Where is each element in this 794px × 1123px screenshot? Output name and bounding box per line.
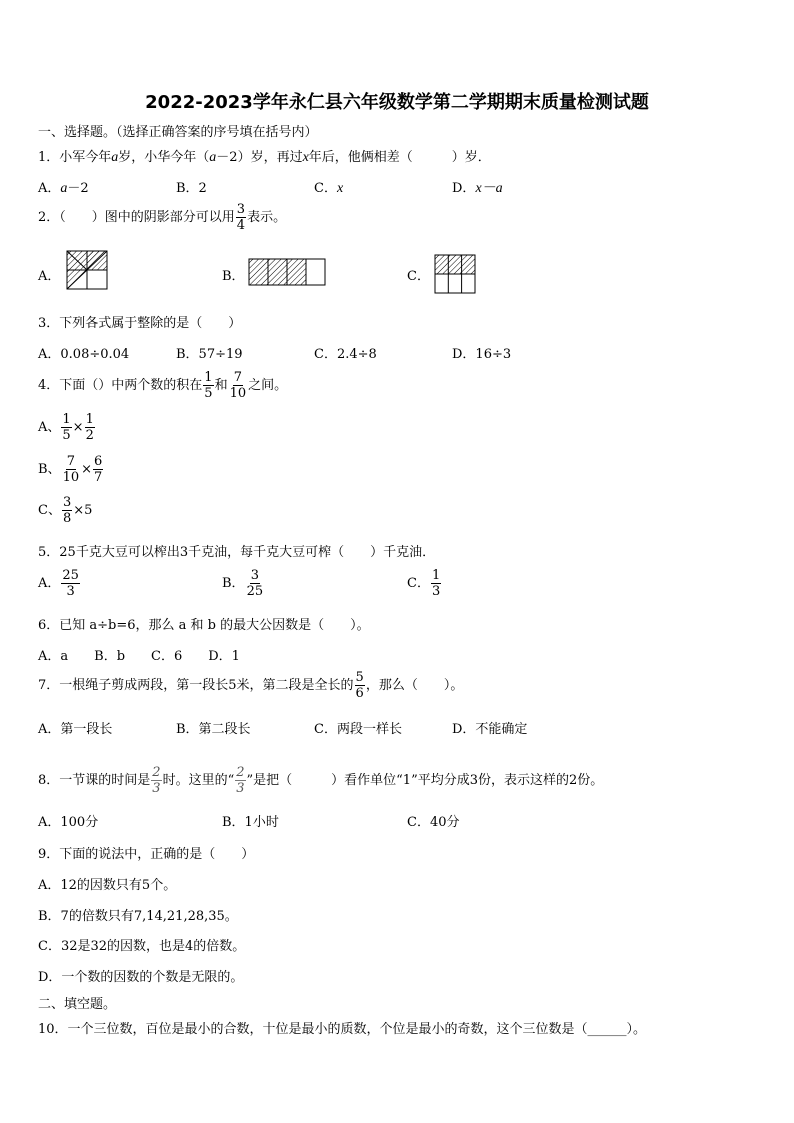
q3-option-d[interactable]: D．16÷3 <box>452 347 512 362</box>
fraction-2-3-a: $\frac{2}{3}$ <box>152 765 161 796</box>
page-title: 2022-2023学年永仁县六年级数学第二学期期末质量检测试题 <box>145 92 649 113</box>
q8-option-a[interactable]: A．100分 <box>38 815 99 830</box>
q5-option-c[interactable]: C． $\frac{1}{3}$ <box>407 568 441 599</box>
q2-option-c[interactable]: C． <box>407 269 430 284</box>
question-9: 9．下面的说法中，正确的是（ ） <box>38 847 255 862</box>
q7-option-d[interactable]: D．不能确定 <box>452 722 528 737</box>
q9-option-c[interactable]: C．32是32的因数，也是4的倍数。 <box>38 939 246 954</box>
q7-option-a[interactable]: A．第一段长 <box>38 722 113 737</box>
q1-option-a[interactable]: A．a－2 <box>38 181 89 196</box>
fraction-1-5: $\frac{1}{5}$ <box>204 370 213 401</box>
question-2: 2．（ ）图中的阴影部分可以用 $\frac{3}{4}$ 表示。 <box>38 202 287 233</box>
question-3: 3．下列各式属于整除的是（ ） <box>38 316 242 331</box>
q2-figure-a <box>66 250 108 290</box>
q2-option-a[interactable]: A． <box>38 269 61 284</box>
question-10: 10．一个三位数，百位是最小的合数，十位是最小的质数，个位是最小的奇数，这个三位数是（______）。 <box>38 1022 647 1037</box>
q9-option-b[interactable]: B．7的倍数只有7,14,21,28,35。 <box>38 909 238 924</box>
q5-option-a[interactable]: A． $\frac{25}{3}$ <box>38 568 79 599</box>
q1-option-c[interactable]: C．x <box>314 181 344 196</box>
q3-option-a[interactable]: A．0.08÷0.04 <box>38 347 130 362</box>
q4-option-a[interactable]: A、 $\frac{1}{5}$ × $\frac{1}{2}$ <box>38 412 94 443</box>
question-4: 4．下面（）中两个数的积在 $\frac{1}{5}$ 和 $\frac{7}{10}$ 之间。 <box>38 370 288 401</box>
question-7: 7．一根绳子剪成两段，第一段长5米，第二段是全长的 $\frac{5}{6}$ ，那么（ ）。 <box>38 670 464 701</box>
question-5: 5．25千克大豆可以榨出3千克油，每千克大豆可榨（ ）千克油． <box>38 545 436 560</box>
question-1: 1．小军今年a岁，小华今年（a－2）岁，再过x年后，他俩相差（ ）岁． <box>38 150 491 165</box>
q5-option-b[interactable]: B． $\frac{3}{25}$ <box>222 568 264 599</box>
q2-figure-b <box>248 258 326 286</box>
q3-option-b[interactable]: B．57÷19 <box>176 347 243 362</box>
q6-options[interactable]: A．a B．b C．6 D．1 <box>38 649 240 664</box>
question-6: 6．已知 a÷b=6，那么 a 和 b 的最大公因数是（ ）。 <box>38 618 370 633</box>
section-heading-fill: 二、填空题。 <box>38 997 117 1012</box>
q2-option-b[interactable]: B． <box>222 269 245 284</box>
fraction-5-6: $\frac{5}{6}$ <box>355 670 364 701</box>
q1-option-d[interactable]: D．x－a <box>452 181 503 196</box>
q3-option-c[interactable]: C．2.4÷8 <box>314 347 377 362</box>
question-8: 8．一节课的时间是 $\frac{2}{3}$ 时。这里的“ $\frac{2}{3}$ ”是把（ ）看作单位“1”平均分成3份，表示这样的2份。 <box>38 765 604 796</box>
q9-option-d[interactable]: D．一个数的因数的个数是无限的。 <box>38 970 244 985</box>
fraction-3-4: $\frac{3}{4}$ <box>236 202 246 233</box>
fraction-2-3-b: $\frac{2}{3}$ <box>236 765 245 796</box>
q8-option-b[interactable]: B．1小时 <box>222 815 279 830</box>
q7-option-c[interactable]: C．两段一样长 <box>314 722 402 737</box>
q4-option-c[interactable]: C、 $\frac{3}{8}$ ×5 <box>38 495 93 526</box>
q9-option-a[interactable]: A．12的因数只有5个。 <box>38 878 177 893</box>
q2-figure-c <box>434 254 476 294</box>
q7-option-b[interactable]: B．第二段长 <box>176 722 251 737</box>
q4-option-b[interactable]: B、 $\frac{7}{10}$ × $\frac{6}{7}$ <box>38 454 103 485</box>
fraction-7-10: $\frac{7}{10}$ <box>229 370 247 401</box>
q1-option-b[interactable]: B．2 <box>176 181 207 196</box>
section-heading-choice: 一、选择题。（选择正确答案的序号填在括号内） <box>38 125 318 140</box>
q8-option-c[interactable]: C．40分 <box>407 815 460 830</box>
